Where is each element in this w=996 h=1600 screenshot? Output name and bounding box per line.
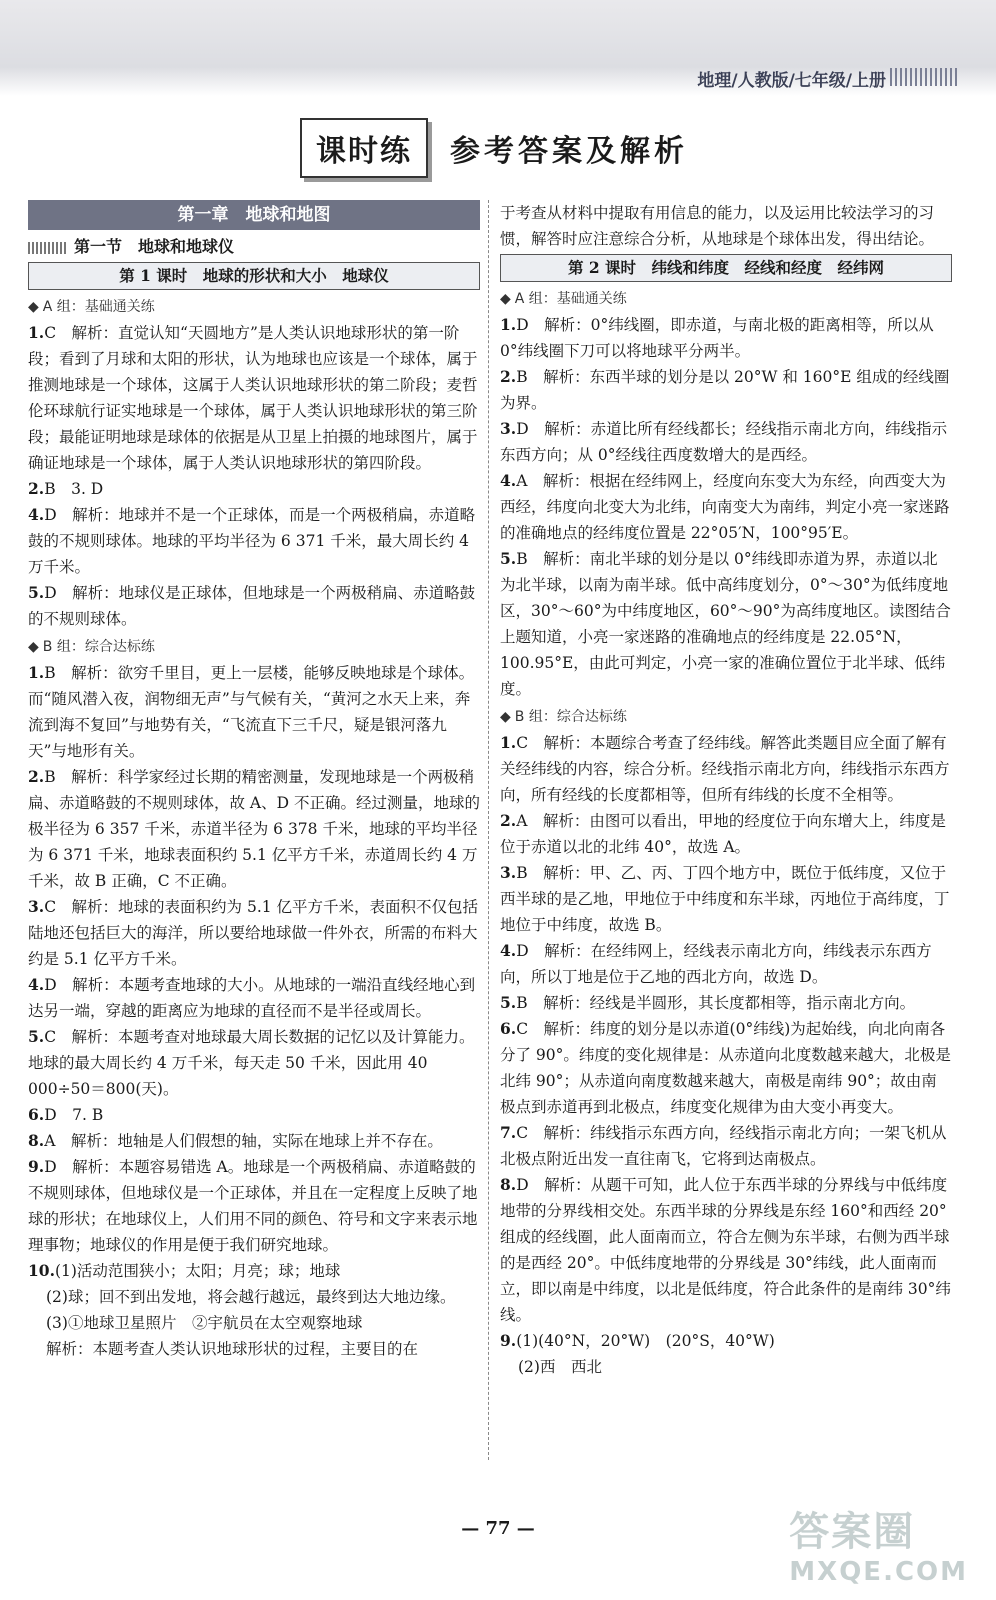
answer-text: D 解析：0°纬线圈，即赤道，与南北极的距离相等，所以从 0°纬线圈下刀可以将地球平分两半。 [500,316,934,360]
answer-item [28,502,480,580]
answer-item [500,312,952,364]
group-b-label-2 [500,704,952,730]
answer-number: 6. [500,1019,517,1038]
answer-item [28,580,480,632]
right-column [500,200,952,1380]
answer-text: C 解析：地球的表面积约为 5.1 亿平方千米，表面积不仅包括陆地还包括巨大的海洋，所以要给地球做一件外衣，所需的布料大约是 5.1 亿平方千米。 [28,898,479,968]
answer-item [500,1328,952,1354]
answer-item [500,990,952,1016]
right-qb-list [500,730,952,1354]
answer-text: B 解析：欲穷千里目，更上一层楼，能够反映地球是个球体。而“随风潜入夜，润物细无声”与气候有关，“黄河之水天上来，奔流到海不复回”与地势有关，“飞流直下三千尺，疑是银河落九天”与地形有关。 [28,664,475,760]
answer-number: 3. [28,897,45,916]
answer-text: B 解析：南北半球的划分是以 0°纬线即赤道为界，赤道以北为北半球，以南为南半球。低中高纬度划分，0°～30°为低纬度地区，30°～60°为中纬度地区，60°～90°为高纬度地区。读图结合上题知道，小亮一家迷路的准确地点的经纬度是 22.05°N，100.95°E，由此可判定，小亮一家的准确位置位于北半球、低纬度。 [500,550,951,698]
answer-number: 8. [500,1175,517,1194]
answer-text: B 解析：科学家经过长期的精密测量，发现地球是一个两极稍扁、赤道略鼓的不规则球体，故 A、D 不正确。经过测量，地球的极半径为 6 357 千米，赤道半径为 6 378 千米，地球的平均半径为 6 371 千米，地球表面积约 5.1 亿平方千米，赤道周长约 4 万千米，故 B 正确，C 不正确。 [28,768,480,890]
answer-item [500,730,952,808]
answer-text: D 解析：从题干可知，此人位于东西半球的分界线与中低纬度地带的分界线相交处。东西半球的分界线是东经 160°和西经 20°组成的经线圈，此人面南而立，符合左侧为东半球，右侧为西半球的是西经 20°。中低纬度地带的分界线是 30°纬线，此人面南而立，即以南是中纬度，以北是低纬度，符合此条件的是南纬 30°纬线。 [500,1176,951,1324]
answer-number: 6. [28,1105,45,1124]
answer-number: 10. [28,1261,55,1280]
answer-number: 5. [500,993,517,1012]
diamond-icon: ◆ [28,299,39,315]
answer-text: D 解析：赤道比所有经线都长；经线指示南北方向，纬线指示东西方向；从 0°经线往西度数增大的是西经。 [500,420,948,464]
answer-text: C 解析：本题综合考查了经纬线。解答此类题目应全面了解有关经纬线的内容，综合分析。经线指示南北方向，纬线指示东西方向，所有经线的长度都相等，但所有纬线的长度不全相等。 [500,734,950,804]
answer-item [28,1024,480,1102]
answer-text: D 解析：本题容易错选 A。地球是一个两极稍扁、赤道略鼓的不规则球体，但地球仪是一个正球体，并且在一定程度上反映了地球的形状；在地球仪上，人们用不同的颜色、符号和文字来表示地理事物；地球仪的作用是便于我们研究地球。 [28,1158,478,1254]
group-a-label-2 [500,286,952,312]
page-title [300,118,688,178]
answer-number: 2. [500,367,517,386]
answer-number: 4. [500,941,517,960]
group-a-text: A 组：基础通关练 [42,299,155,315]
diamond-icon: ◆ [28,639,39,655]
answer-item [500,364,952,416]
answer-item [28,476,480,502]
answer-item [28,894,480,972]
left-qa-list [28,320,480,632]
answer-text: D 解析：地球仪是正球体，但地球是一个两极稍扁、赤道略鼓的不规则球体。 [28,584,476,628]
answer-number: 5. [28,583,45,602]
answer-text: B 解析：东西半球的划分是以 20°W 和 160°E 组成的经线圈为界。 [500,368,950,412]
answer-number: 9. [500,1331,517,1350]
answer-number: 4. [28,975,45,994]
answer-item [500,808,952,860]
answer-number: 4. [28,505,45,524]
answer-text: D 解析：在经纬网上，经线表示南北方向，纬线表示东西方向，所以丁地是位于乙地的西北方向，故选 D。 [500,942,932,986]
chapter-heading: 第一章 地球和地图 [28,200,480,230]
section-heading [28,234,480,260]
dots-decoration [28,242,68,254]
lesson-heading: 第 1 课时 地球的形状和大小 地球仪 [28,262,480,290]
answer-item [28,320,480,476]
answer-text: C 解析：纬度的划分是以赤道(0°纬线)为起始线，向北向南各分了 90°。纬度的变化规律是：从赤道向北度数越来越大，北极是北纬 90°；从赤道向南度数越来越大，南极是南纬 90°；故由南极点到赤道再到北极点，纬度变化规律为由大变小再变大。 [500,1020,951,1116]
answer-number: 2. [28,479,45,498]
answer-number: 4. [500,471,517,490]
answer-item [500,1172,952,1328]
group-b-text: B 组：综合达标练 [42,639,155,655]
left-qb-list [28,660,480,1284]
answer-item [500,468,952,546]
answer-item [28,660,480,764]
answer-item [28,1258,480,1284]
answer-text: D 解析：地球并不是一个正球体，而是一个两极稍扁，赤道略鼓的不规则球体。地球的平均半径为 6 371 千米，最大周长约 4 万千米。 [28,506,476,576]
group-a-label [28,294,480,320]
answer-number: 2. [28,767,45,786]
answer-number: 1. [500,733,517,752]
answer-text: A 解析：地轴是人们假想的轴，实际在地球上并不存在。 [44,1132,443,1150]
answer-item [500,546,952,702]
answer-number: 2. [500,811,517,830]
answer-item [500,938,952,990]
answer-number: 3. [500,863,517,882]
watermark-logo [789,1500,968,1587]
answer-item [500,416,952,468]
answer-number: 8. [28,1131,45,1150]
title-main: 参考答案及解析 [450,134,688,169]
answer-number: 1. [28,323,45,342]
answer-number: 5. [28,1027,45,1046]
q10-analysis: 解析：本题考查人类认识地球形状的过程，主要目的在 [46,1340,419,1358]
header-barcode-decoration [890,68,958,86]
section-title: 第一节 地球和地球仪 [74,237,235,256]
q10-part2: (2)球；回不到出发地，将会越行越远，最终到达大地边缘。 [46,1288,456,1306]
subject-label: 地理/人教版/七年级/上册 [697,71,886,91]
answer-text: B 3. D [44,480,104,498]
diamond-icon: ◆ [500,291,511,307]
answer-text: C 解析：直觉认知“天圆地方”是人类认识地球形状的第一阶段；看到了月球和太阳的形状，认为地球也应该是一个球体，属于推测地球是一个球体，这属于人类认识地球形状的第二阶段；麦哲伦环球航行证实地球是一个球体，属于人类认识地球形状的第三阶段；最能证明地球是球体的依据是从卫星上拍摄的地球图片，属于确证地球是一个球体，属于人类认识地球形状的第四阶段。 [28,324,478,472]
answer-number: 3. [500,419,517,438]
answer-text: A 解析：根据在经纬网上，经度向东变大为东经，向西变大为西经，纬度向北变大为北纬，向南变大为南纬，判定小亮一家迷路的准确地点的经纬度位置是 22°05′N，100°95′E。 [500,472,950,542]
q9-part2: (2)西 西北 [518,1358,602,1376]
answer-text: C 解析：本题考查对地球最大周长数据的记忆以及计算能力。地球的最大周长约 4 万千米，每天走 50 千米，因此用 40 000÷50＝800(天)。 [28,1028,475,1098]
answer-item [500,1016,952,1120]
answer-text: (1)活动范围狭小；太阳；月亮；球；地球 [54,1262,341,1280]
answer-item [500,1120,952,1172]
right-qa-list [500,312,952,702]
answer-text: C 解析：纬线指示东西方向，经线指示南北方向；一架飞机从北极点附近出发一直往南飞，它将到达南极点。 [500,1124,947,1168]
group-a-text-2: A 组：基础通关练 [514,291,627,307]
lesson-heading-2: 第 2 课时 纬线和纬度 经线和经度 经纬网 [500,254,952,282]
answer-text: D 7. B [44,1106,104,1124]
answer-item [28,1128,480,1154]
answer-item [28,972,480,1024]
watermark-url: MXQE.COM [789,1557,968,1587]
continued-text: 于考查从材料中提取有用信息的能力，以及运用比较法学习的习惯，解答时应注意综合分析，从地球是个球体出发，得出结论。 [500,204,935,248]
group-b-text-2: B 组：综合达标练 [514,709,627,725]
column-divider [488,200,489,1460]
answer-number: 1. [28,663,45,682]
watermark-text: 答案圈 [789,1509,916,1555]
group-b-label [28,634,480,660]
answer-text: D 解析：本题考查地球的大小。从地球的一端沿直线经地心到达另一端，穿越的距离应为地球的直径而不是半径或周长。 [28,976,476,1020]
answer-item [28,1154,480,1258]
q10-part3: (3)①地球卫星照片 ②宇航员在太空观察地球 [46,1314,363,1332]
answer-number: 9. [28,1157,45,1176]
page-number: — 77 — [461,1518,535,1539]
answer-item [28,1102,480,1128]
answer-item [28,764,480,894]
answer-text: A 解析：由图可以看出，甲地的经度位于向东增大上，纬度是位于赤道以北的北纬 40°，故选 A。 [500,812,946,856]
answer-number: 1. [500,315,517,334]
title-box: 课时练 [300,118,428,178]
answer-number: 7. [500,1123,517,1142]
answer-text: B 解析：经线是半圆形，其长度都相等，指示南北方向。 [516,994,916,1012]
answer-item [500,860,952,938]
left-column [28,200,480,1362]
answer-text: (1)(40°N，20°W) (20°S，40°W) [516,1332,775,1350]
answer-number: 5. [500,549,517,568]
diamond-icon: ◆ [500,709,511,725]
answer-text: B 解析：甲、乙、丙、丁四个地方中，既位于低纬度，又位于西半球的是乙地，甲地位于中纬度和东半球，丙地位于高纬度，丁地位于中纬度，故选 B。 [500,864,950,934]
